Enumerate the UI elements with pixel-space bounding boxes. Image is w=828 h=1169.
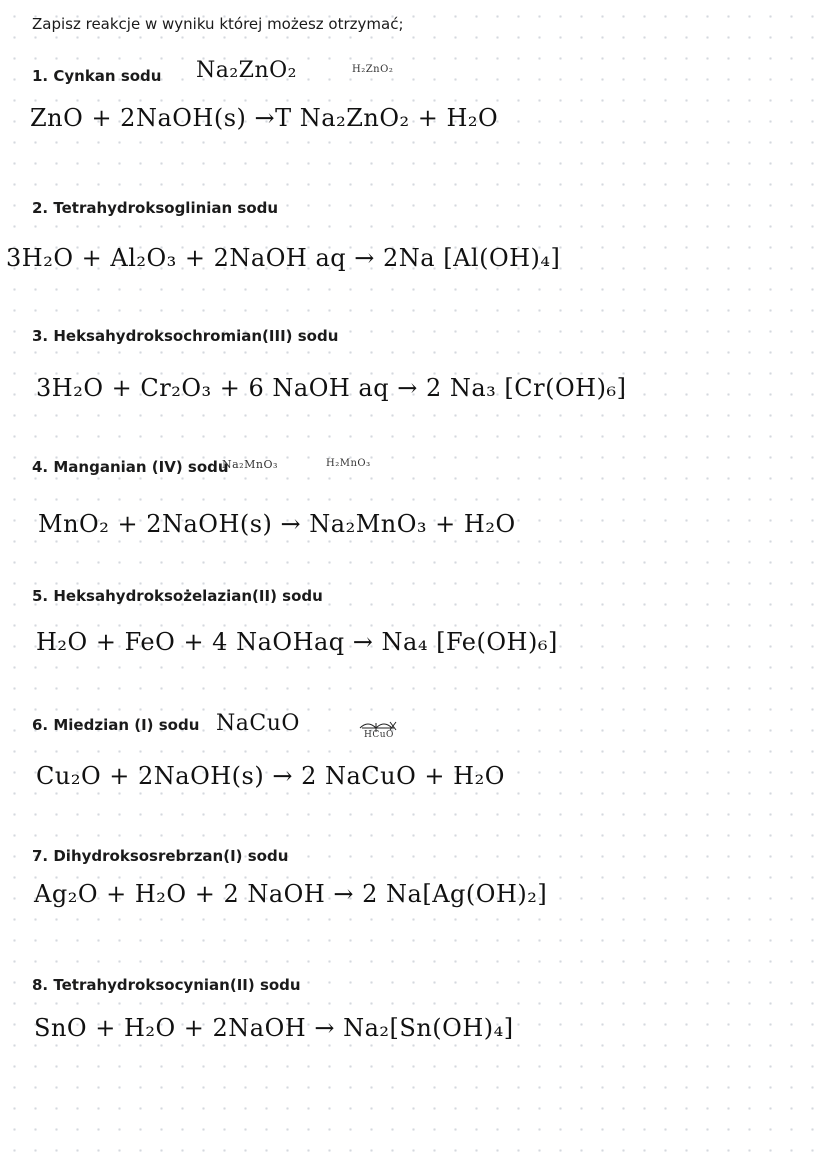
item-1-formula: Na₂ZnO₂ [196, 58, 297, 83]
item-8-heading: 8. Tetrahydroksocynian(II) sodu [32, 976, 301, 994]
item-7-equation: Ag₂O + H₂O + 2 NaOH → 2 Na[Ag(OH)₂] [34, 880, 548, 908]
item-4-note: H₂MnO₃ [326, 458, 371, 469]
page-title: Zapisz reakcje w wyniku której możesz otrzymać; [32, 15, 404, 33]
item-7-heading: 7. Dihydroksosrebrzan(I) sodu [32, 847, 289, 865]
item-1-note: H₂ZnO₂ [352, 64, 394, 75]
item-6-formula: NaCuO [216, 711, 300, 736]
item-4-formula: Na₂MnO₃ [222, 458, 278, 471]
item-6-equation: Cu₂O + 2NaOH(s) → 2 NaCuO + H₂O [36, 762, 505, 790]
item-4-equation: MnO₂ + 2NaOH(s) → Na₂MnO₃ + H₂O [38, 510, 516, 538]
item-1-equation: ZnO + 2NaOH(s) →T Na₂ZnO₂ + H₂O [30, 104, 499, 132]
item-8-equation: SnO + H₂O + 2NaOH → Na₂[Sn(OH)₄] [34, 1014, 514, 1042]
item-1-heading: 1. Cynkan sodu [32, 67, 162, 85]
item-3-heading: 3. Heksahydroksochromian(III) sodu [32, 327, 339, 345]
item-2-heading: 2. Tetrahydroksoglinian sodu [32, 199, 279, 217]
item-6-heading: 6. Miedzian (I) sodu [32, 716, 200, 734]
item-3-equation: 3H₂O + Cr₂O₃ + 6 NaOH aq → 2 Na₃ [Cr(OH)₆] [36, 374, 627, 402]
item-5-equation: H₂O + FeO + 4 NaOHaq → Na₄ [Fe(OH)₆] [36, 628, 558, 656]
item-2-equation: 3H₂O + Al₂O₃ + 2NaOH aq → 2Na [Al(OH)₄] [6, 244, 561, 272]
item-4-heading: 4. Manganian (IV) sodu [32, 458, 229, 476]
item-6-note: HCuO [364, 730, 394, 740]
item-5-heading: 5. Heksahydroksożelazian(II) sodu [32, 587, 323, 605]
